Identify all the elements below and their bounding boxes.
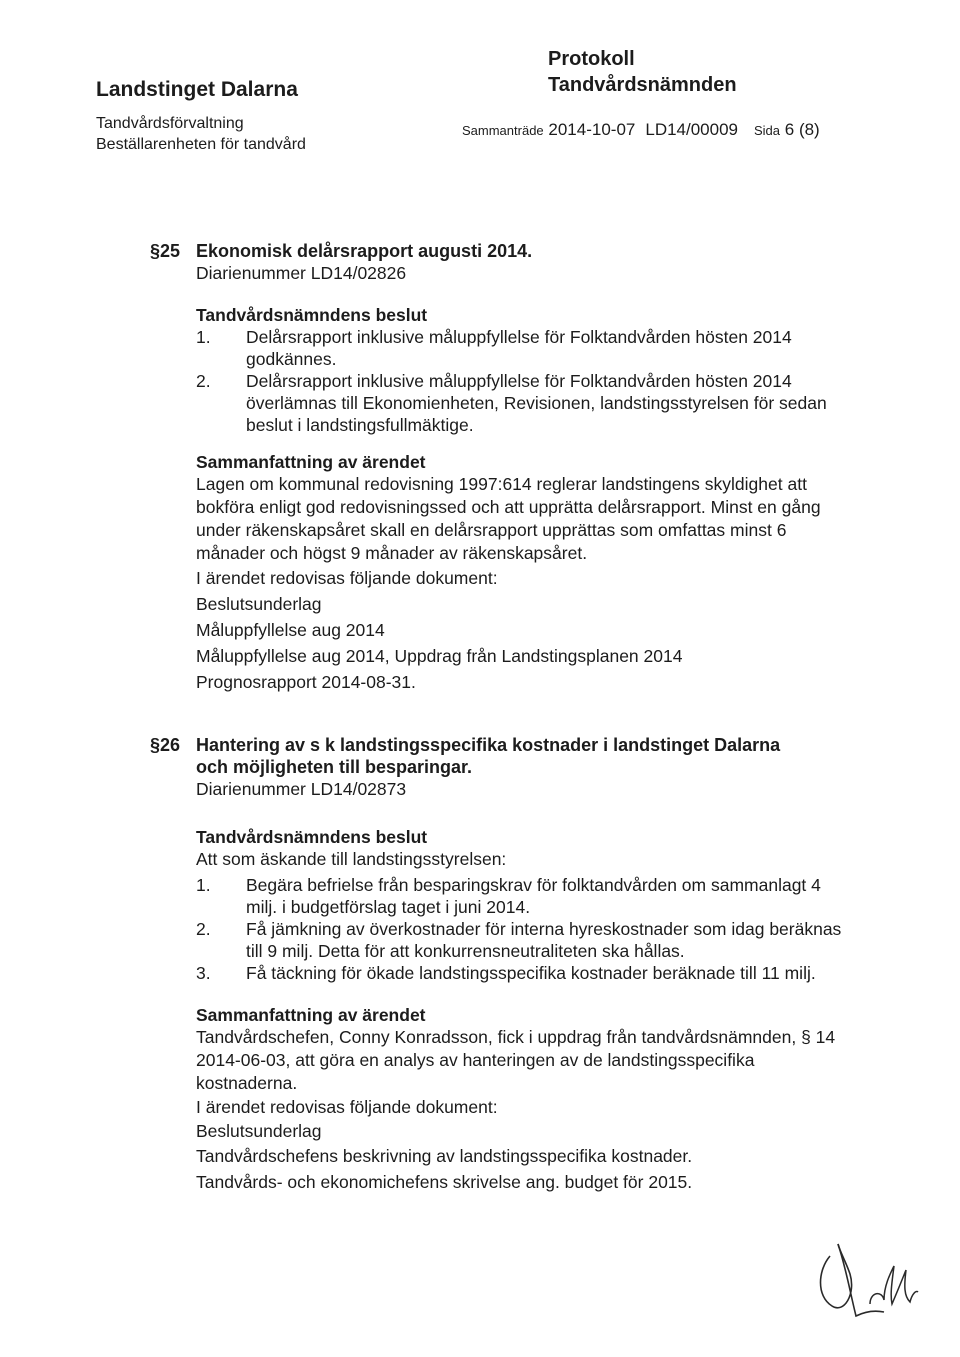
- section-number: §26: [150, 735, 181, 755]
- case-number: LD14/00009: [645, 120, 738, 139]
- documents-intro: I ärendet redovisas följande dokument:: [196, 1097, 498, 1117]
- document-item: Beslutsunderlag: [196, 594, 322, 614]
- organization-name: Landstinget Dalarna: [96, 78, 298, 101]
- decision-list: [196, 874, 846, 984]
- list-item: 2. Delårsrapport inklusive måluppfyllelse för Folktandvården hösten 2014 överlämnas till Ekonomienheten, Revisionen, landstingsstyrelsen för sedan beslut i landstingsfullmäktige.: [196, 371, 827, 435]
- meeting-label: Sammanträde: [462, 123, 544, 138]
- list-item: 2. Få jämkning av överkostnader för interna hyreskostnader som idag beräknas till 9 milj. Detta för att konkurrensneutraliteten ska hållas.: [196, 919, 842, 961]
- meeting-meta: [462, 120, 820, 140]
- decision-intro: Att som äskande till landstingsstyrelsen:: [196, 849, 507, 869]
- document-item: Prognosrapport 2014-08-31.: [196, 672, 416, 692]
- section-title-cont: och möjligheten till besparingar.: [196, 757, 473, 777]
- department-name: Tandvårdsförvaltning: [96, 115, 244, 132]
- summary-heading: Sammanfattning av ärendet: [196, 1005, 426, 1025]
- decision-heading: Tandvårdsnämndens beslut: [196, 305, 428, 325]
- summary-text: Tandvårdschefen, Conny Konradsson, fick i uppdrag från tandvårdsnämnden, § 14 2014-06-03, att göra en analys av hanteringen av de landstingsspecifika kostnaderna.: [196, 1027, 836, 1093]
- decision-heading: Tandvårdsnämndens beslut: [196, 827, 428, 847]
- diary-number: Diarienummer LD14/02826: [196, 263, 407, 283]
- summary-heading: Sammanfattning av ärendet: [196, 452, 426, 472]
- section-title: Ekonomisk delårsrapport augusti 2014.: [196, 241, 533, 261]
- meeting-date: 2014-10-07: [548, 120, 636, 139]
- signature-mark: [812, 1234, 922, 1324]
- summary-text: Lagen om kommunal redovisning 1997:614 reglerar landstingens skyldighet att bokföra enligt god redovisningssed och att upprätta delårsrapport. Minst en gång under räkenskapsåret skall en delårsrapport upprättas som omfattas minst 6 månader och högst 9 månader av räkenskapsåret.: [196, 474, 821, 563]
- unit-name: Beställarenheten för tandvård: [96, 136, 306, 153]
- committee-name: Tandvårdsnämnden: [548, 74, 737, 96]
- decision-list: [196, 326, 846, 436]
- section-title: Hantering av s k landstingsspecifika kostnader i landstinget Dalarna: [196, 735, 781, 755]
- document-type: Protokoll: [548, 48, 635, 70]
- page-number: 6 (8): [784, 120, 820, 139]
- page-label: Sida: [754, 123, 781, 138]
- document-item: Beslutsunderlag: [196, 1121, 322, 1141]
- list-item: 3. Få täckning för ökade landstingsspecifika kostnader beräknade till 11 milj.: [196, 963, 816, 983]
- diary-number: Diarienummer LD14/02873: [196, 779, 407, 799]
- document-item: Måluppfyllelse aug 2014, Uppdrag från Landstingsplanen 2014: [196, 646, 683, 666]
- list-item: 1. Begära befrielse från besparingskrav för folktandvården om sammanlagt 4 milj. i budgetförslag taget i juni 2014.: [196, 875, 821, 917]
- document-item: Tandvårds- och ekonomichefens skrivelse ang. budget för 2015.: [196, 1172, 693, 1192]
- document-item: Tandvårdschefens beskrivning av landstingsspecifika kostnader.: [196, 1146, 693, 1166]
- list-item: 1. Delårsrapport inklusive måluppfyllelse för Folktandvården hösten 2014 godkännes.: [196, 327, 792, 369]
- document-item: Måluppfyllelse aug 2014: [196, 620, 385, 640]
- documents-intro: I ärendet redovisas följande dokument:: [196, 568, 498, 588]
- section-number: §25: [150, 241, 181, 261]
